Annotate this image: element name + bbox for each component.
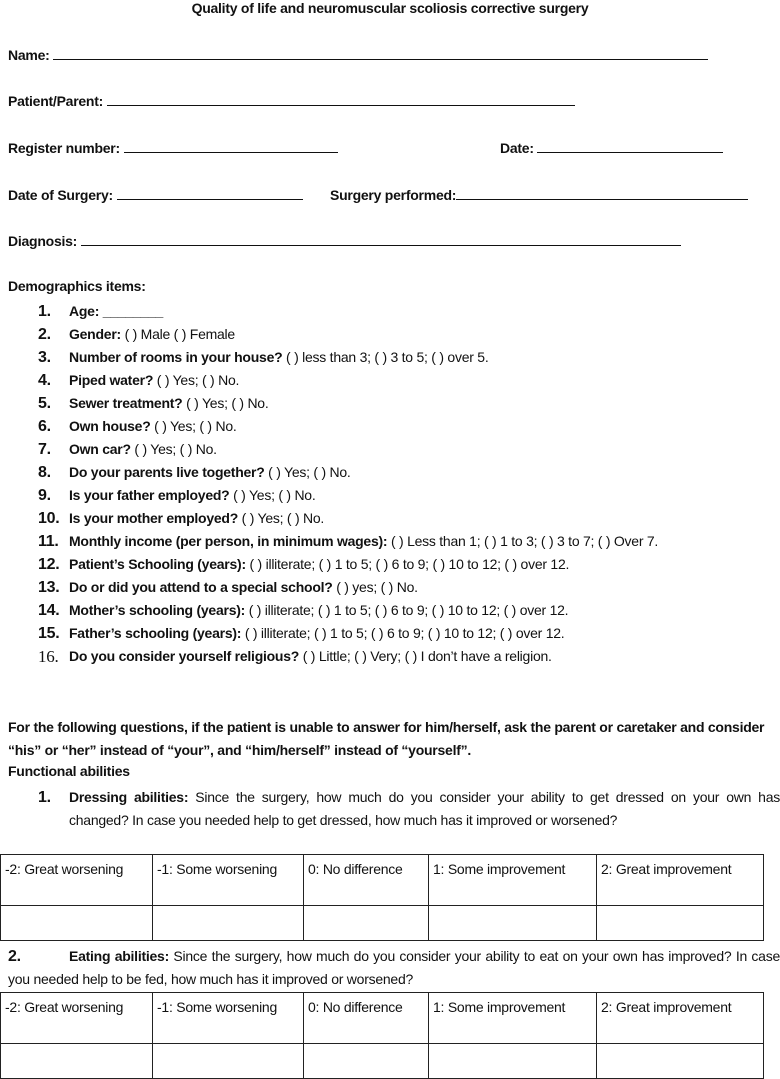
instructions-text: For the following questions, if the patient is unable to answer for him/herself, ask the parent or caretaker and consider “his” or “her” instead of “your”, and “him/herself” instead of “yourself”. — [8, 719, 765, 758]
demographic-item[interactable] — [38, 369, 780, 392]
date-of-surgery-field[interactable] — [8, 185, 303, 203]
item-options[interactable]: ( ) Yes; ( ) No. — [130, 441, 217, 457]
diagnosis-field[interactable] — [8, 231, 681, 249]
patient-parent-label: Patient/Parent: — [8, 93, 104, 109]
item-label: Do you consider yourself religious? — [69, 648, 300, 664]
scale-header: 1: Some improvement — [429, 993, 597, 1044]
scale-header: 0: No difference — [304, 855, 429, 906]
item-text — [69, 346, 780, 369]
item-number: 14. — [38, 602, 60, 619]
item-text — [69, 507, 780, 530]
surgery-performed-label: Surgery performed: — [330, 187, 457, 203]
item-options[interactable]: ( ) yes; ( ) No. — [332, 579, 418, 595]
item-text — [69, 622, 780, 645]
demographic-item[interactable] — [38, 392, 780, 415]
item-number: 7. — [38, 441, 51, 458]
question-number: 2. — [8, 948, 21, 965]
answer-cell[interactable] — [597, 906, 764, 941]
item-options[interactable]: ( ) Yes; ( ) No. — [150, 418, 237, 434]
item-text — [69, 553, 780, 576]
question-text: Since the surgery, how much do you consider your ability to eat on your own has improved? In case you needed help to be fed, how much has it improved or worsened? — [8, 948, 780, 987]
answer-cell[interactable] — [429, 1044, 597, 1079]
rating-table-1 — [0, 854, 764, 941]
answer-cell[interactable] — [153, 1044, 304, 1079]
item-number: 15. — [38, 625, 60, 642]
demographic-item[interactable] — [38, 576, 780, 599]
item-number: 10. — [38, 510, 60, 527]
item-text — [69, 392, 780, 415]
item-options[interactable]: ( ) Less than 1; ( ) 1 to 3; ( ) 3 to 7; ( ) Over 7. — [387, 533, 659, 549]
scale-header: 2: Great improvement — [597, 993, 764, 1044]
item-label: Is your father employed? — [69, 487, 230, 503]
demographic-item[interactable] — [38, 507, 780, 530]
item-label: Age: ________ — [69, 303, 164, 319]
demographic-item[interactable] — [38, 553, 780, 576]
demographic-item[interactable] — [38, 300, 780, 323]
document-title: Quality of life and neuromuscular scoliosis corrective surgery — [191, 0, 589, 16]
scale-header: -2: Great worsening — [1, 993, 153, 1044]
date-field[interactable] — [500, 138, 723, 156]
item-text — [69, 300, 780, 323]
item-text — [69, 645, 780, 668]
answer-cell[interactable] — [1, 906, 153, 941]
item-label: Father’s schooling (years): — [69, 625, 242, 641]
item-number: 1. — [38, 303, 51, 320]
item-number: 2. — [38, 326, 51, 343]
item-options[interactable]: ( ) Yes; ( ) No. — [153, 372, 240, 388]
demographic-item[interactable] — [38, 622, 780, 645]
scale-header: -2: Great worsening — [1, 855, 153, 906]
item-label: Do or did you attend to a special school? — [69, 579, 333, 595]
patient-parent-field[interactable] — [8, 91, 575, 109]
demographic-item[interactable] — [38, 530, 780, 553]
item-number: 8. — [38, 464, 51, 481]
demographic-item[interactable] — [38, 645, 780, 668]
rating-table-2 — [0, 992, 764, 1079]
scale-header: -1: Some worsening — [153, 855, 304, 906]
item-options[interactable]: ( ) illiterate; ( ) 1 to 5; ( ) 6 to 9; ( ) 10 to 12; ( ) over 12. — [241, 625, 565, 641]
item-options[interactable]: ( ) Yes; ( ) No. — [182, 395, 269, 411]
name-label: Name: — [8, 47, 50, 63]
item-options[interactable]: ( ) illiterate; ( ) 1 to 5; ( ) 6 to 9; ( ) 10 to 12; ( ) over 12. — [245, 602, 569, 618]
item-label: Is your mother employed? — [69, 510, 239, 526]
answer-cell[interactable] — [429, 906, 597, 941]
register-number-field[interactable] — [8, 138, 338, 156]
question-label: Dressing abilities: — [69, 789, 189, 805]
answer-cell[interactable] — [304, 906, 429, 941]
item-label: Mother’s schooling (years): — [69, 602, 246, 618]
date-of-surgery-label: Date of Surgery: — [8, 187, 113, 203]
item-label: Own house? — [69, 418, 151, 434]
item-number: 3. — [38, 349, 51, 366]
item-options[interactable]: ( ) Yes; ( ) No. — [238, 510, 325, 526]
answer-cell[interactable] — [1, 1044, 153, 1079]
item-label: Monthly income (per person, in minimum wages): — [69, 533, 388, 549]
demographic-item[interactable] — [38, 323, 780, 346]
question-2 — [8, 945, 780, 991]
register-number-label: Register number: — [8, 140, 120, 156]
item-label: Gender: — [69, 326, 121, 342]
demographic-item[interactable] — [38, 438, 780, 461]
item-number: 5. — [38, 395, 51, 412]
item-number: 12. — [38, 556, 60, 573]
question-number: 1. — [38, 789, 51, 806]
item-options[interactable]: ( ) Little; ( ) Very; ( ) I don’t have a religion. — [299, 648, 552, 664]
item-number: 4. — [38, 372, 51, 389]
answer-cell[interactable] — [597, 1044, 764, 1079]
item-text — [69, 369, 780, 392]
item-label: Number of rooms in your house? — [69, 349, 283, 365]
item-label: Sewer treatment? — [69, 395, 183, 411]
item-options[interactable]: ( ) illiterate; ( ) 1 to 5; ( ) 6 to 9; ( ) 10 to 12; ( ) over 12. — [245, 556, 570, 572]
demographic-item[interactable] — [38, 484, 780, 507]
item-options[interactable]: ( ) Male ( ) Female — [120, 326, 235, 342]
item-label: Piped water? — [69, 372, 154, 388]
answer-cell[interactable] — [304, 1044, 429, 1079]
diagnosis-label: Diagnosis: — [8, 233, 78, 249]
demographic-item[interactable] — [38, 346, 780, 369]
item-text — [69, 415, 780, 438]
item-options[interactable]: ( ) Yes; ( ) No. — [264, 464, 351, 480]
item-text — [69, 461, 780, 484]
item-number: 9. — [38, 487, 51, 504]
demographic-item[interactable] — [38, 461, 780, 484]
item-label: Patient’s Schooling (years): — [69, 556, 246, 572]
item-text — [69, 530, 780, 553]
functional-abilities-heading: Functional abilities — [8, 763, 130, 779]
scale-header: 1: Some improvement — [429, 855, 597, 906]
item-text — [69, 323, 780, 346]
demographics-list — [38, 300, 780, 668]
item-text — [69, 438, 780, 461]
demographics-heading: Demographics items: — [8, 278, 146, 294]
item-number: 13. — [38, 579, 60, 596]
item-text — [69, 576, 780, 599]
item-number: 16. — [38, 647, 59, 666]
item-number: 11. — [38, 533, 59, 550]
item-text — [69, 484, 780, 507]
item-options[interactable]: ( ) less than 3; ( ) 3 to 5; ( ) over 5. — [282, 349, 489, 365]
question-text: Since the surgery, how much do you consider your ability to get dressed on your own has changed? In case you needed help to get dressed, how much has it improved or worsened? — [69, 789, 780, 828]
item-options[interactable]: ( ) Yes; ( ) No. — [229, 487, 316, 503]
date-label: Date: — [500, 140, 534, 156]
scale-header: 2: Great improvement — [597, 855, 764, 906]
name-field[interactable] — [8, 45, 708, 63]
item-text — [69, 599, 780, 622]
item-number: 6. — [38, 418, 51, 435]
surgery-performed-field[interactable] — [330, 185, 748, 203]
scale-header: -1: Some worsening — [153, 993, 304, 1044]
answer-cell[interactable] — [153, 906, 304, 941]
demographic-item[interactable] — [38, 415, 780, 438]
question-label: Eating abilities: — [69, 948, 169, 964]
scale-header: 0: No difference — [304, 993, 429, 1044]
demographic-item[interactable] — [38, 599, 780, 622]
item-label: Do your parents live together? — [69, 464, 265, 480]
question-1 — [38, 786, 780, 832]
item-label: Own car? — [69, 441, 131, 457]
